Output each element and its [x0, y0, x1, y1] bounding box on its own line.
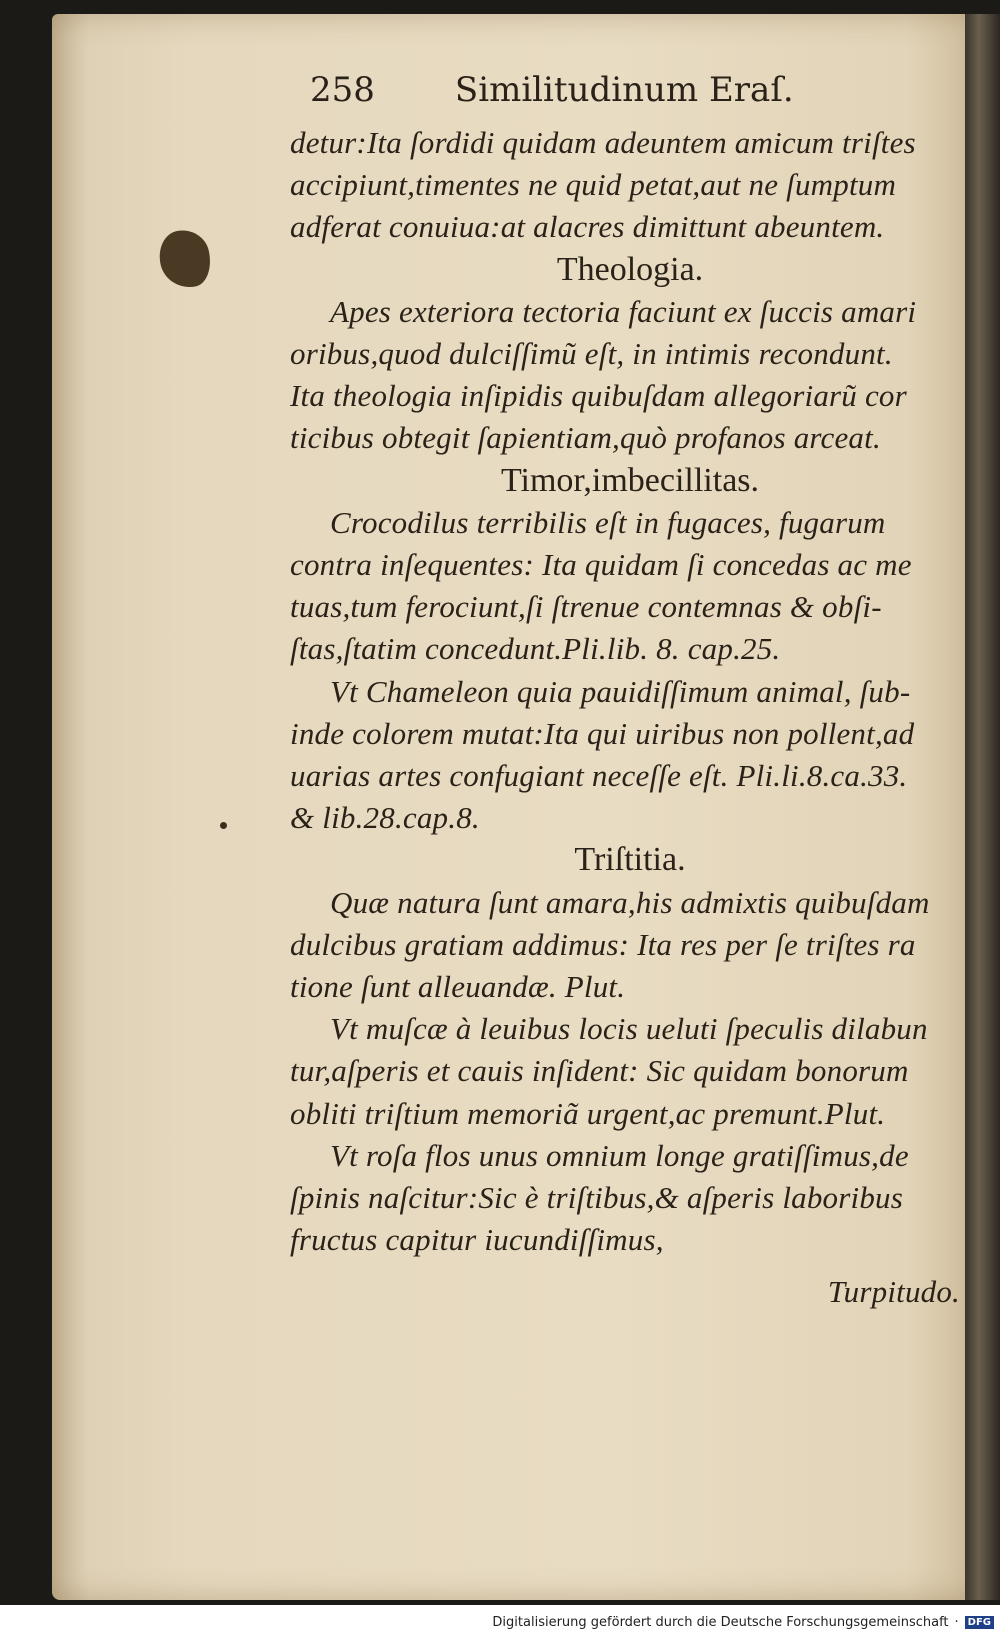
- text-line: dulcibus gratiam addimus: Ita res per ſe triſtes ra: [290, 926, 916, 962]
- digitization-footer: Digitalisierung gefördert durch die Deutsche Forschungsgemeinschaft · DFG: [492, 1615, 994, 1630]
- text-line: tione ſunt alleuandæ. Plut.: [290, 969, 626, 1005]
- text-line: tuas,tum ferociunt,ſi ſtrenue contemnas & obſi-: [290, 589, 882, 625]
- book-spine-edge: [965, 14, 1000, 1600]
- text-line: detur:Ita ſordidi quidam adeuntem amicum triſtes: [290, 125, 916, 160]
- text-line: adferat conuiua:at alacres dimittunt abeuntem.: [290, 209, 885, 245]
- text-line: fructus capitur iucundiſſimus,: [290, 1222, 664, 1258]
- text-line: Vt roſa flos unus omnium longe gratiſſimus,de: [330, 1137, 909, 1173]
- text-line: Vt Chameleon quia pauidiſſimum animal, ſub-: [330, 673, 911, 709]
- text-line: Apes exteriora tectoria faciunt ex ſuccis amari: [330, 293, 917, 329]
- section-heading-tristitia: Triſtitia.: [574, 841, 686, 879]
- text-line: Ita theologia inſipidis quibuſdam allegoriarũ cor: [290, 378, 907, 414]
- page-number: 258: [310, 70, 375, 110]
- text-line: Crocodilus terribilis eſt in fugaces, fugarum: [330, 504, 886, 540]
- page-text-block: [290, 70, 970, 1314]
- text-line: oribus,quod dulciſſimũ eſt, in intimis recondunt.: [290, 336, 893, 372]
- section-heading-theologia: Theologia.: [556, 250, 704, 288]
- ink-dot: [220, 822, 227, 829]
- text-line: ticibus obtegit ſapientiam,quò profanos arceat.: [290, 420, 881, 456]
- text-line: obliti triſtium memoriã urgent,ac premunt.Plut.: [290, 1095, 886, 1131]
- running-title: Similitudinum Eraſ.: [454, 70, 794, 110]
- text-line: & lib.28.cap.8.: [290, 800, 480, 836]
- text-line: Vt muſcæ à leuibus locis ueluti ſpeculis dilabun: [330, 1011, 928, 1047]
- text-line: tur,aſperis et cauis inſident: Sic quidam bonorum: [290, 1053, 909, 1089]
- text-line: uarias artes confugiant neceſſe eſt. Pli.li.8.ca.33.: [290, 758, 908, 794]
- text-line: accipiunt,timentes ne quid petat,aut ne ſumptum: [290, 167, 897, 203]
- text-line: inde colorem mutat:Ita qui uiribus non pollent,ad: [290, 715, 915, 751]
- section-heading-timor: Timor,imbecillitas.: [500, 461, 760, 499]
- footer-credit: Digitalisierung gefördert durch die Deutsche Forschungsgemeinschaft: [492, 1615, 949, 1630]
- dfg-logo: DFG: [965, 1616, 994, 1629]
- text-line: Quæ natura ſunt amara,his admixtis quibuſdam: [330, 884, 930, 920]
- text-line: contra inſequentes: Ita quidam ſi concedas ac me: [290, 547, 912, 583]
- text-line: ſtas,ſtatim concedunt.Pli.lib. 8. cap.25.: [290, 631, 781, 667]
- running-header: [290, 70, 970, 122]
- catchword: Turpitudo.: [827, 1274, 960, 1310]
- text-line: ſpinis naſcitur:Sic è triſtibus,& aſperis laboribus: [290, 1180, 903, 1216]
